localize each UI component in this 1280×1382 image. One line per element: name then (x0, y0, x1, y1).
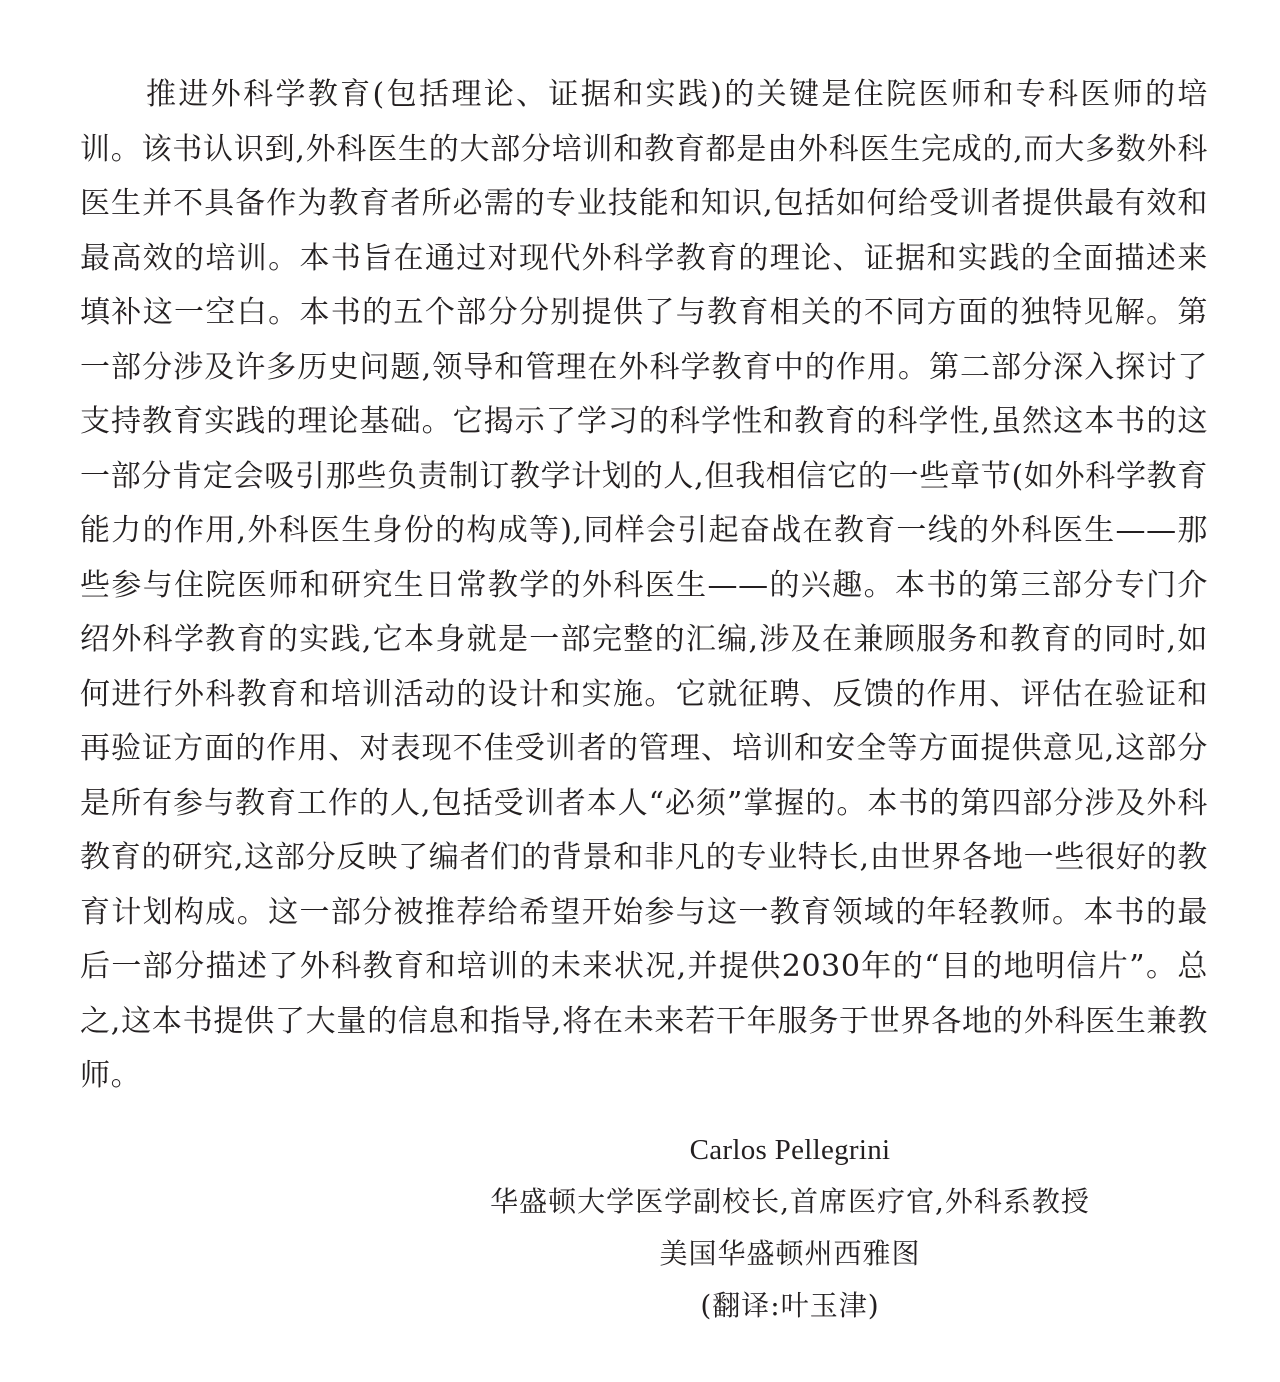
signature-block (380, 1124, 1200, 1332)
body-paragraph: 推进外科学教育(包括理论、证据和实践)的关键是住院医师和专科医师的培训。该书认识到,外科医生的大部分培训和教育都是由外科医生完成的,而大多数外科医生并不具备作为教育者所必需的专业技能和知识,包括如何给受训者提供最有效和最高效的培训。本书旨在通过对现代外科学教育的理论、证据和实践的全面描述来填补这一空白。本书的五个部分分别提供了与教育相关的不同方面的独特见解。第一部分涉及许多历史问题,领导和管理在外科学教育中的作用。第二部分深入探讨了支持教育实践的理论基础。它揭示了学习的科学性和教育的科学性,虽然这本书的这一部分肯定会吸引那些负责制订教学计划的人,但我相信它的一些章节(如外科学教育能力的作用,外科医生身份的构成等),同样会引起奋战在教育一线的外科医生——那些参与住院医师和研究生日常教学的外科医生——的兴趣。本书的第三部分专门介绍外科学教育的实践,它本身就是一部完整的汇编,涉及在兼顾服务和教育的同时,如何进行外科教育和培训活动的设计和实施。它就征聘、反馈的作用、评估在验证和再验证方面的作用、对表现不佳受训者的管理、培训和安全等方面提供意见,这部分是所有参与教育工作的人,包括受训者本人“必须”掌握的。本书的第四部分涉及外科教育的研究,这部分反映了编者们的背景和非凡的专业特长,由世界各地一些很好的教育计划构成。这一部分被推荐给希望开始参与这一教育领域的年轻教师。本书的最后一部分描述了外科教育和培训的未来状况,并提供2030年的“目的地明信片”。总之,这本书提供了大量的信息和指导,将在未来若干年服务于世界各地的外科医生兼教师。 (80, 77, 1208, 1093)
author-location: 美国华盛顿州西雅图 (659, 1237, 921, 1270)
author-name: Carlos Pellegrini (689, 1134, 891, 1166)
translator-note: (翻译:叶玉津) (700, 1289, 880, 1322)
author-title: 华盛顿大学医学副校长,首席医疗官,外科系教授 (490, 1185, 1090, 1218)
